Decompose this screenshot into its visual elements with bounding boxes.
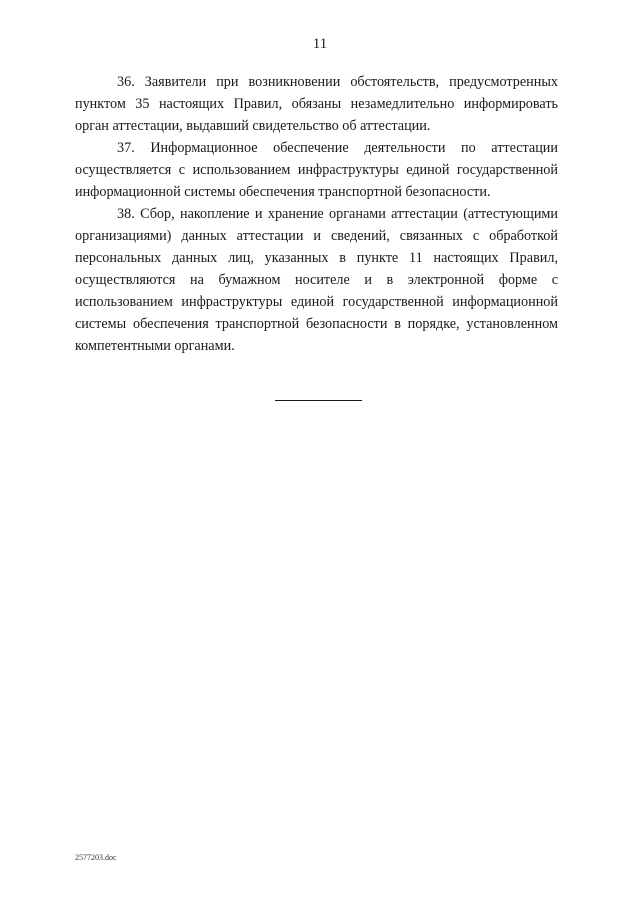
paragraph-38: 38. Сбор, накопление и хранение органами аттестации (аттестующими организациями) данных аттестации и сведений, связанных с обработкой персональных данных лиц, указанных в пункте 11 настоящих Правил, осуществляются на бумажном носителе и в электронной форме с использованием инфраструктуры единой государственной информационной системы обеспечения транспортной безопасности в порядке, установленном компетентными органами.	[75, 206, 558, 354]
paragraph-36: 36. Заявители при возникновении обстоятельств, предусмотренных пунктом 35 настоящих Правил, обязаны незамедлительно информировать орган аттестации, выдавший свидетельство об аттестации.	[75, 74, 558, 134]
paragraph-37: 37. Информационное обеспечение деятельности по аттестации осуществляется с использованием инфраструктуры единой государственной информационной системы обеспечения транспортной безопасности.	[75, 140, 558, 200]
document-body	[75, 71, 558, 357]
end-separator-line	[275, 400, 362, 401]
footer-filename: 2577203.doc	[75, 853, 117, 862]
page-number: 11	[312, 36, 328, 52]
